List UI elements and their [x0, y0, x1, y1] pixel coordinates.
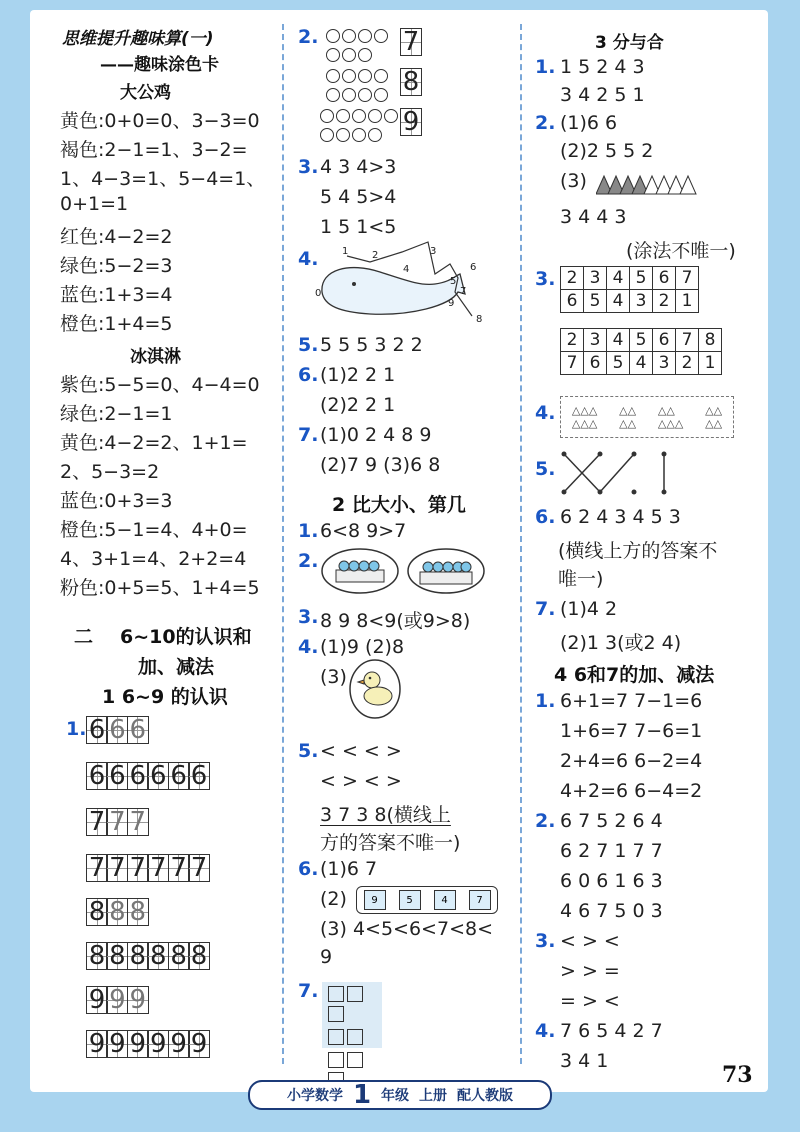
coloring-subheading: ——趣味涂色卡	[100, 55, 219, 75]
question-number: 4.	[535, 402, 556, 424]
table-row	[561, 267, 699, 290]
fun-calc-heading: 思维提升趣味算(一)	[62, 29, 214, 49]
split-table-2	[560, 328, 722, 375]
trace-cell: 9	[106, 986, 128, 1014]
trace-cell: 8	[106, 942, 128, 970]
shirt-icon: 9	[364, 890, 386, 910]
trace-cell: 8	[127, 898, 149, 926]
triangle-group-icon: △△ △△	[619, 404, 637, 430]
table-cell: 1	[676, 290, 699, 313]
answer-line: 8 9 8<9(或9>8)	[320, 610, 471, 632]
shirt-icon: 4	[434, 890, 456, 910]
question-number: 2.	[298, 550, 319, 572]
icecream-line: 2、5−3=2	[60, 461, 160, 483]
shirt-icon: 7	[469, 890, 491, 910]
question-number: 6.	[298, 364, 319, 386]
trace-cell: 6	[188, 762, 210, 790]
table-cell: 2	[561, 329, 584, 352]
table-cell: 2	[561, 267, 584, 290]
whale-num: 9	[448, 298, 455, 309]
icecream-title: 冰淇淋	[130, 347, 181, 367]
answer-line: 3 4 2 5 1	[560, 84, 645, 106]
trace-cell: 9	[188, 1030, 210, 1058]
chapter-title-cont: 加、减法	[138, 656, 215, 678]
note: 唯一)	[558, 568, 604, 590]
question-number: 1.	[298, 520, 319, 542]
trace-grid-8	[86, 898, 147, 926]
rooster-line: 黄色:0+0=0、3−3=0	[60, 110, 260, 132]
trace-cell: 7	[147, 854, 169, 882]
answer-line: (1)4 2	[560, 598, 618, 620]
trace-cell: 8	[86, 942, 108, 970]
table-cell: 6	[653, 329, 676, 352]
split-table-1	[560, 266, 699, 313]
trace-cell: 8	[106, 898, 128, 926]
table-cell: 1	[699, 352, 722, 375]
whale-num: 5	[450, 276, 457, 287]
trace-cell: 7	[127, 808, 149, 836]
answer-line: 4 3 4>3	[320, 156, 397, 178]
tray-picture	[406, 546, 486, 596]
footer-subject: 小学数学	[286, 1088, 343, 1104]
column-divider	[282, 24, 284, 1064]
answer-line: (1)0 2 4 8 9	[320, 424, 432, 446]
shirt-icon: 5	[399, 890, 421, 910]
question-number: 5.	[298, 334, 319, 356]
rooster-line: 橙色:1+4=5	[60, 313, 173, 335]
note: (涂法不唯一)	[626, 240, 736, 262]
table-cell: 7	[676, 267, 699, 290]
whale-num: 0	[315, 288, 322, 299]
question-number: 1.	[535, 56, 556, 78]
answer-line: 6 2 4 3 4 5 3	[560, 506, 681, 528]
shirts-strip	[356, 886, 498, 914]
table-cell: 5	[630, 267, 653, 290]
answer-box: 8	[400, 68, 422, 96]
trace-grid-9	[86, 1030, 208, 1058]
answer-line: 6 2 7 1 7 7	[560, 840, 663, 862]
section-title: 1 6~9 的认识	[102, 686, 228, 708]
trace-cell: 7	[127, 854, 149, 882]
answer-line: (1)2 2 1	[320, 364, 396, 386]
question-number: 1.	[535, 690, 556, 712]
table-cell: 7	[676, 329, 699, 352]
trace-grid-7	[86, 808, 147, 836]
chapter-number: 二	[74, 626, 94, 648]
icecream-line: 粉色:0+5=5、1+4=5	[60, 577, 260, 599]
whale-num: 6	[470, 262, 477, 273]
trace-cell: 6	[86, 762, 108, 790]
table-cell: 4	[607, 290, 630, 313]
answer-box: 9	[400, 108, 422, 136]
section-title: 4 6和7的加、减法	[554, 664, 715, 686]
answer-line: < > < >	[320, 770, 402, 792]
question-number: 5.	[535, 458, 556, 480]
answer-line: 3 7 3 8(横线上	[320, 804, 451, 826]
trace-cell: 7	[86, 808, 108, 836]
matching-lines	[560, 450, 670, 496]
answer-line: 3 4 4 3	[560, 206, 627, 228]
footer-term: 上册	[419, 1088, 448, 1104]
answer-line: 3 4 1	[560, 1050, 609, 1072]
question-number: 1.	[66, 718, 87, 740]
answer-line: (3)	[320, 666, 347, 688]
table-cell: 5	[630, 329, 653, 352]
note: (横线上方的答案不	[558, 540, 718, 562]
trace-cell: 9	[127, 1030, 149, 1058]
trace-cell: 9	[86, 1030, 108, 1058]
trace-cell: 8	[127, 942, 149, 970]
table-cell: 8	[699, 329, 722, 352]
question-number: 7.	[535, 598, 556, 620]
trace-cell: 7	[106, 808, 128, 836]
rooster-line: 绿色:5−2=3	[60, 255, 173, 277]
footer-grade-number: 1	[352, 1080, 372, 1110]
triangle-group-icon: △△ △△△	[657, 404, 684, 430]
whale-num: 1	[342, 246, 349, 257]
answer-line: 7 6 5 4 2 7	[560, 1020, 663, 1042]
question-number: 2.	[535, 810, 556, 832]
trace-cell: 9	[147, 1030, 169, 1058]
trace-cell: 6	[127, 716, 149, 744]
rooster-line: 1、4−3=1、5−4=1、	[60, 168, 266, 190]
table-cell: 6	[584, 352, 607, 375]
trace-cell: 9	[127, 986, 149, 1014]
icecream-line: 橙色:5−1=4、4+0=	[60, 519, 248, 541]
trace-grid-7	[86, 854, 208, 882]
answer-line: (2)1 3(或2 4)	[560, 632, 682, 654]
rooster-line: 褐色:2−1=1、3−2=	[60, 139, 248, 161]
answer-line: 1 5 1<5	[320, 216, 397, 238]
whale-num: 7	[460, 286, 467, 297]
answer-line: 6<8 9>7	[320, 520, 407, 542]
duck-picture	[348, 658, 402, 720]
trace-cell: 6	[106, 762, 128, 790]
trace-grid-9	[86, 986, 147, 1014]
icecream-line: 蓝色:0+3=3	[60, 490, 173, 512]
answer-line: 6 7 5 2 6 4	[560, 810, 663, 832]
chapter-title: 6~10的认识和	[120, 626, 252, 648]
question-number: 2.	[535, 112, 556, 134]
answer-line: (1)6 7	[320, 858, 378, 880]
answer-line: (2)7 9 (3)6 8	[320, 454, 441, 476]
triangle-groups	[560, 396, 734, 438]
page-number: 73	[722, 1062, 753, 1088]
trace-cell: 6	[127, 762, 149, 790]
question-number: 2.	[298, 26, 319, 48]
answer-line: 1+6=7 7−6=1	[560, 720, 703, 742]
icecream-line: 4、3+1=4、2+2=4	[60, 548, 247, 570]
column-divider	[520, 24, 522, 1064]
whale-connect-dots	[310, 234, 490, 324]
answer-line: 5 5 5 3 2 2	[320, 334, 423, 356]
circle-group	[326, 28, 390, 66]
trace-cell: 6	[86, 716, 108, 744]
answer-page	[30, 10, 768, 1092]
book-footer	[248, 1080, 552, 1110]
question-number: 4.	[298, 636, 319, 658]
table-cell: 3	[630, 290, 653, 313]
table-cell: 2	[676, 352, 699, 375]
icecream-line: 绿色:2−1=1	[60, 403, 173, 425]
section-title: 3 分与合	[595, 33, 664, 53]
triangles-row	[596, 172, 706, 196]
answer-line: 5 4 5>4	[320, 186, 397, 208]
answer-line: 4 6 7 5 0 3	[560, 900, 663, 922]
rooster-line: 蓝色:1+3=4	[60, 284, 173, 306]
rooster-title: 大公鸡	[120, 83, 171, 103]
rooster-line: 红色:4−2=2	[60, 226, 173, 248]
question-number: 4.	[298, 248, 319, 270]
answer-line: 2+4=6 6−2=4	[560, 750, 703, 772]
trace-grid-6	[86, 762, 208, 790]
answer-line: 方的答案不唯一)	[320, 832, 461, 854]
table-cell: 5	[607, 352, 630, 375]
question-number: 4.	[535, 1020, 556, 1042]
whale-num: 2	[372, 250, 379, 261]
answer-box: 7	[400, 28, 422, 56]
answer-line: (2)	[320, 888, 347, 910]
trace-cell: 7	[86, 854, 108, 882]
question-number: 3.	[535, 268, 556, 290]
question-number: 3.	[298, 156, 319, 178]
table-row	[561, 290, 699, 313]
question-number: 7.	[298, 424, 319, 446]
section-title: 2 比大小、第几	[332, 494, 466, 516]
table-row	[561, 352, 722, 375]
answer-line: 6 0 6 1 6 3	[560, 870, 663, 892]
answer-line: < > <	[560, 930, 620, 952]
table-cell: 3	[584, 329, 607, 352]
table-cell: 3	[584, 267, 607, 290]
triangle-group-icon: △△△ △△△	[571, 404, 598, 430]
trace-cell: 8	[168, 942, 190, 970]
icecream-line: 黄色:4−2=2、1+1=	[60, 432, 248, 454]
table-cell: 6	[561, 290, 584, 313]
table-row	[561, 329, 722, 352]
question-number: 3.	[535, 930, 556, 952]
tray-picture	[320, 546, 400, 596]
table-cell: 3	[653, 352, 676, 375]
trace-cell: 8	[188, 942, 210, 970]
table-cell: 2	[653, 290, 676, 313]
whale-num: 3	[430, 246, 437, 257]
trace-cell: 9	[86, 986, 108, 1014]
footer-edition: 配人教版	[457, 1088, 514, 1104]
trace-cell: 7	[168, 854, 190, 882]
trace-cell: 7	[188, 854, 210, 882]
squares-picture	[322, 982, 382, 1048]
whale-num: 4	[403, 264, 410, 275]
trace-grid-6	[86, 716, 147, 744]
table-cell: 4	[607, 329, 630, 352]
triangle-group-icon: △△ △△	[705, 404, 723, 430]
table-cell: 7	[561, 352, 584, 375]
table-cell: 4	[630, 352, 653, 375]
answer-line: 6+1=7 7−1=6	[560, 690, 703, 712]
footer-grade: 年级	[381, 1088, 410, 1104]
icecream-line: 紫色:5−5=0、4−4=0	[60, 374, 260, 396]
circle-group	[326, 68, 390, 106]
trace-cell: 6	[168, 762, 190, 790]
rooster-line: 0+1=1	[60, 193, 129, 215]
trace-grid-8	[86, 942, 208, 970]
question-number: 7.	[298, 980, 319, 1002]
answer-line: (1)6 6	[560, 112, 618, 134]
table-cell: 6	[653, 267, 676, 290]
circle-group	[320, 108, 400, 146]
answer-line: (1)9 (2)8	[320, 636, 405, 658]
question-number: 5.	[298, 740, 319, 762]
answer-line: (3)	[560, 170, 587, 192]
trace-cell: 9	[168, 1030, 190, 1058]
answer-line: 9	[320, 946, 333, 968]
table-cell: 5	[584, 290, 607, 313]
question-number: 6.	[535, 506, 556, 528]
answer-line: (2)2 2 1	[320, 394, 396, 416]
answer-line: 1 5 2 4 3	[560, 56, 645, 78]
answer-line: (2)2 5 5 2	[560, 140, 654, 162]
answer-line: = > <	[560, 990, 620, 1012]
trace-cell: 8	[86, 898, 108, 926]
trace-cell: 9	[106, 1030, 128, 1058]
answer-line: < < < >	[320, 740, 402, 762]
answer-line: (3) 4<5<6<7<8<	[320, 918, 493, 940]
trace-cell: 6	[147, 762, 169, 790]
trace-cell: 8	[147, 942, 169, 970]
answer-line: > > =	[560, 960, 620, 982]
table-cell: 4	[607, 267, 630, 290]
answer-line: 4+2=6 6−4=2	[560, 780, 703, 802]
trace-cell: 7	[106, 854, 128, 882]
whale-num: 8	[476, 314, 483, 324]
question-number: 6.	[298, 858, 319, 880]
trace-cell: 6	[106, 716, 128, 744]
question-number: 3.	[298, 606, 319, 628]
